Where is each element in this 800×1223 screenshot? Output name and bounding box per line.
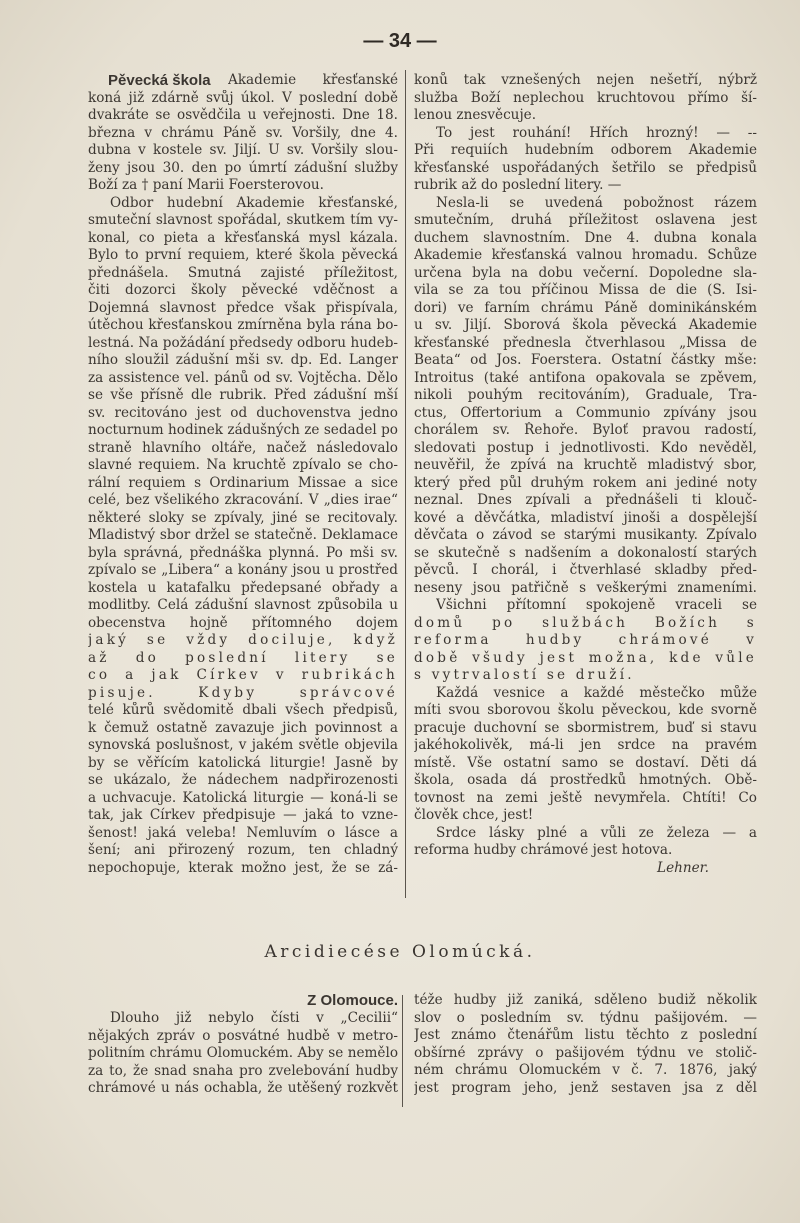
text-line: koná již zdárně svůj úkol. V poslední době: [88, 89, 398, 106]
text-line: byla správná, přednáška plynná. Po mši sv.: [88, 544, 398, 561]
text-line: domů po službách Božích s: [414, 614, 757, 631]
text-line: synovská poslušnost, v jakém světle objevila: [88, 737, 398, 753]
text-line: kostela u katafalku předepsané obřady a: [88, 579, 398, 596]
text-line: by se věřícím katolická liturgie! Jasně by: [88, 754, 398, 771]
text-line: kové a děvčátka, mladiství jinoši a dospělejší: [414, 509, 757, 526]
article-heading: Pěvecká škola: [108, 72, 211, 89]
text-line: přednášela. Smutná zajisté příležitost,: [88, 264, 398, 281]
text-line: se vše přísně dle rubrik. Před zádušní mší: [88, 387, 398, 403]
text-line: k čemuž ostatně zavazuje jich povinnost a: [88, 719, 398, 736]
text-line: Introitus (také antifona opakovala se zpěvem,: [414, 369, 757, 386]
text-line: Boží za † paní Marii Foersterovou.: [88, 177, 324, 193]
text-line: se skutečně s nadšením a dokonalostí starých: [414, 544, 757, 561]
text-line: chrámové u nás ochabla, že utěšený rozkvět: [88, 1080, 398, 1096]
text-line: neseny jsou patřičně s veškerými znameními.: [414, 579, 757, 596]
text-line: ního sloužil zádušní mši sv. dp. Ed. Langer: [88, 352, 398, 368]
text-line: u sv. Jiljí. Sborová škola pěvecká Akademie: [414, 317, 757, 333]
text-line: jaký se vždy dociluje, když: [88, 632, 398, 648]
text-line: Dojemná slavnost předce však přispívala,: [88, 299, 398, 316]
text-line: nikoli pouhým recitováním), Graduale, Tra-: [414, 387, 757, 403]
text-line: modlitby. Celá zádušní slavnost způsobila u: [88, 597, 398, 613]
text-line: místě. Vše ostatní samo se dostaví. Děti dá: [414, 754, 757, 771]
text-line: za assistence vel. pánů od sv. Vojtěcha. Dělo: [88, 369, 398, 386]
text-line: sv. recitováno jest od duchovenstva jedno: [88, 404, 398, 421]
text-line: Při requiích hudebním odborem Akademie: [414, 142, 757, 158]
text-line: Lehner.: [657, 859, 709, 876]
text-line: chorálem sv. Řehoře. Byloť pravou radostí,: [414, 422, 757, 438]
text-line: Akademie křesťanská valnou hromadu. Schůze: [414, 247, 757, 263]
text-line: smuteční slavnost spořádal, skutkem tím vy-: [88, 212, 398, 228]
text-line: a uchvacuje. Katolická liturgie — koná-li se: [88, 789, 398, 806]
text-line: Mladistvý sbor držel se statečně. Deklamace: [88, 527, 398, 543]
text-line: pěvců. I chorál, i čtverhlasé skladby před-: [414, 562, 757, 578]
text-line: pracuje duchovní se sbormistrem, buď si stavu: [414, 719, 757, 736]
text-line: škola, osada dá prostředků hmotných. Obě-: [414, 772, 757, 788]
text-line: rubrik až do poslední litery. —: [414, 177, 622, 193]
text-line: šenost! jaká veleba! Nemluvím o lásce a: [88, 824, 398, 841]
text-line: nocturnum hodinek zádušných ze sedadel po: [88, 422, 398, 438]
text-line: Akademie křesťanské: [228, 72, 398, 88]
text-line: ženy jsou 30. den po úmrtí zádušní služby: [88, 159, 398, 176]
text-line: některé sloky se zpívaly, jiné se recitovaly.: [88, 509, 398, 526]
text-line: Dlouho již nebylo čísti v „Cecilii“: [110, 1010, 398, 1026]
text-line: dubna v kostele sv. Jiljí. U sv. Voršily slou-: [88, 142, 398, 158]
text-line: dvakráte se osvědčila u veřejnosti. Dne 18.: [88, 107, 398, 123]
page-number: — 34 —: [363, 30, 437, 52]
text-line: reforma hudby chrámové v: [414, 632, 757, 648]
text-line: konal, co pieta a křesťanská mysl kázala.: [88, 229, 398, 246]
article-subtitle: Z Olomouce.: [307, 992, 398, 1009]
text-line: konů tak vznešených nejen nešetří, nýbrž: [414, 72, 757, 88]
text-line: března v chrámu Páně sv. Voršily, dne 4.: [88, 124, 398, 141]
text-line: politním chrámu Olomuckém. Aby se nemělo: [88, 1045, 398, 1061]
text-line: člověk chce, jest!: [414, 807, 534, 823]
text-line: jakéhokolivěk, má-li jen srdce na pravém: [414, 737, 757, 753]
text-line: tovnost na zemi ještě nevymřela. Chtíti! Co: [414, 789, 757, 806]
text-line: rální requiem s Ordinarium Missae a sice: [88, 474, 398, 491]
column-divider: [405, 70, 406, 898]
text-line: obšírné zprávy o pašijovém týdnu ve stolič-: [414, 1044, 757, 1061]
text-line: Srdce lásky plné a vůli ze železa — a: [436, 824, 757, 841]
text-line: ctus, Offertorium a Communio zpívány jsou: [414, 404, 757, 421]
text-line: útěchou křesťanskou zmírněna byla rána bo-: [88, 317, 398, 333]
text-line: obecenstva hojně přítomného dojem: [88, 614, 398, 631]
text-line: tak, jak Církev předpisuje — jaká to vzne-: [88, 807, 398, 823]
text-line: telé kůrů svědomitě dbali všech předpisů,: [88, 702, 398, 718]
text-line: duchem slavnostním. Dne 4. dubna konala: [414, 229, 757, 246]
section-column-divider: [402, 995, 403, 1107]
text-line: jest program jeho, jenž sestaven jsa z děl: [414, 1079, 757, 1096]
text-line: neznal. Dnes zpívali a přednášeli ti klouč-: [414, 492, 757, 508]
text-line: nějakých zpráv o posvátné hudbě v metro-: [88, 1027, 398, 1044]
text-line: neuvěřil, že zpívá na kruchtě mladistvý sbor,: [414, 457, 757, 473]
text-line: lenou znesvěcuje.: [414, 107, 537, 123]
text-line: míti svou sborovou školu pěveckou, kde svorně: [414, 702, 757, 718]
text-line: dori) ve farním chrámu Páně dominikánském: [414, 299, 757, 316]
text-line: slov o posledním sv. týdnu pašijovém. —: [414, 1009, 757, 1026]
text-line: se ukázalo, že nádechem nadpřirozenosti: [88, 772, 398, 788]
text-line: který před půl druhým rokem ani jediné noty: [414, 474, 757, 491]
text-line: Bylo to první requiem, které škola pěvecká: [88, 247, 398, 263]
text-line: určena byla na dobu večerní. Dopoledne sla-: [414, 264, 757, 281]
text-line: pisuje. Kdyby správcové: [88, 684, 398, 701]
text-line: Odbor hudební Akademie křesťanské,: [110, 194, 398, 211]
text-line: smutečním, druhá příležitost oslavena jest: [414, 212, 757, 228]
text-line: době všudy jest možna, kde vůle: [414, 649, 757, 666]
text-line: za to, že snad snaha pro zvelebování hudby: [88, 1062, 398, 1079]
text-line: téže hudby již zaniká, sděleno budiž několik: [414, 992, 757, 1008]
text-line: Beata“ od Jos. Foerstera. Ostatní částky mše:: [414, 352, 757, 368]
section-title: Arcidiecése Olomúcká.: [264, 942, 536, 962]
text-line: s vytrvalostí se druží.: [414, 667, 635, 683]
text-line: straně hlavního oltáře, načež následovalo: [88, 439, 398, 456]
text-line: děvčata o závod se starými musikanty. Zpívalo: [414, 527, 757, 543]
text-line: nepochopuje, kterak možno jest, že se zá-: [88, 859, 398, 876]
text-line: vila se za tou příčinou Missa de die (S. Isi-: [414, 282, 757, 298]
text-line: šení; ani přirozený rozum, ten chladný: [88, 842, 398, 858]
text-line: Všichni přítomní spokojeně vraceli se: [436, 597, 757, 613]
text-line: křesťanské uspořádaných šetřilo se předpisů: [414, 159, 757, 176]
text-line: křesťanské přednesla čtverhlasou „Missa de: [414, 334, 757, 351]
text-line: lestná. Na požádání předsedy odboru hudeb-: [88, 334, 398, 351]
text-line: To jest rouhání! Hřích hrozný! — --: [436, 124, 757, 141]
text-line: ném chrámu Olomuckém v č. 7. 1876, jaký: [414, 1062, 757, 1078]
text-line: Nesla-li se uvedená pobožnost rázem: [436, 194, 757, 211]
text-line: čiti dozorci školy pěvecké vděčnost a: [88, 282, 398, 298]
text-line: co a jak Církev v rubrikách: [88, 667, 398, 683]
text-line: sledovati postup i jednotlivosti. Kdo nevěděl,: [414, 439, 757, 456]
text-line: služba Boží neplechou kruchtovou přímo ší-: [414, 89, 757, 106]
text-line: celé, bez všelikého zkracování. V „dies irae“: [88, 492, 398, 508]
text-line: Jest známo čtenářům listu těchto z poslední: [414, 1027, 757, 1043]
text-line: Každá vesnice a každé městečko může: [436, 684, 757, 701]
text-line: reforma hudby chrámové jest hotova.: [414, 842, 673, 858]
text-line: zpívalo se „Libera“ a konány jsou u prostřed: [88, 562, 398, 578]
text-line: až do poslední litery se: [88, 649, 398, 666]
text-line: slavné requiem. Na kruchtě zpívalo se cho-: [88, 457, 398, 473]
